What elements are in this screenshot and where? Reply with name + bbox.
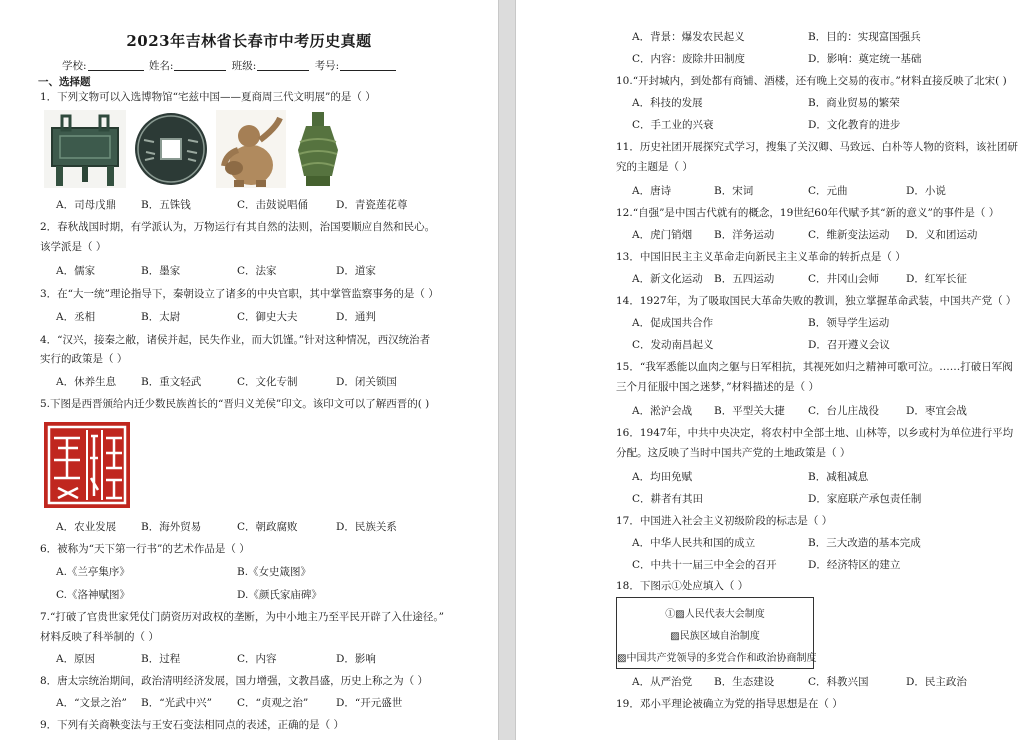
q9-option-a[interactable]: A．背景：爆发农民起义 — [632, 31, 745, 43]
question-16-line-1: 16．1947年，中共中央决定，将农村中全部土地、山林等，以乡或村为单位进行平均 — [616, 427, 1014, 439]
q4-option-a[interactable]: A．休养生息 — [56, 376, 117, 388]
q8-option-a[interactable]: A．“文景之治” — [56, 697, 127, 709]
q2-option-a[interactable]: A．儒家 — [56, 265, 96, 277]
question-11-line-2: 究的主题是（ ） — [616, 161, 693, 173]
q18-option-a[interactable]: A．从严治党 — [632, 676, 693, 688]
diagram-line-1: ①▨人民代表大会制度 — [665, 609, 765, 620]
q1-option-c[interactable]: C．击鼓说唱俑 — [237, 199, 309, 211]
q4-option-b[interactable]: B．重文轻武 — [141, 376, 202, 388]
school-label: 学校: — [62, 60, 87, 72]
q11-option-a[interactable]: A．唐诗 — [632, 185, 672, 197]
q5-option-a[interactable]: A．农业发展 — [56, 521, 117, 533]
question-8: 8．唐太宗统治期间，政治清明经济发展，国力增强，文教昌盛，历史上称之为（ ） — [40, 675, 429, 687]
q18-diagram-box — [616, 597, 817, 669]
q18-option-c[interactable]: C．科教兴国 — [808, 676, 869, 688]
question-15-line-2: 三个月征服中国之迷梦，”材料描述的是（ ） — [616, 381, 819, 393]
q9-option-b[interactable]: B．目的：实现富国强兵 — [808, 31, 921, 43]
question-17: 17．中国进入社会主义初级阶段的标志是（ ） — [616, 515, 833, 527]
q10-option-a[interactable]: A．科技的发展 — [632, 97, 703, 109]
q17-option-b[interactable]: B．三大改造的基本完成 — [808, 537, 921, 549]
q1-option-b[interactable]: B．五铢钱 — [141, 199, 191, 211]
q6-option-d[interactable]: D.《颜氏家庙碑》 — [237, 589, 322, 601]
q15-option-c[interactable]: C．台儿庄战役 — [808, 405, 880, 417]
section-heading: 一、选择题 — [38, 76, 91, 88]
question-6: 6．被称为“天下第一行书”的艺术作品是（ ） — [40, 543, 250, 555]
question-14: 14．1927年，为了吸取国民大革命失败的教训，独立掌握革命武装，中国共产党（ ） — [616, 295, 1017, 307]
question-9: 9．下列有关商鞅变法与王安石变法相同点的表述，正确的是（ ） — [40, 719, 345, 731]
q1-option-a[interactable]: A．司母戊鼎 — [56, 199, 117, 211]
q13-option-b[interactable]: B．五四运动 — [714, 273, 775, 285]
q7-option-b[interactable]: B．过程 — [141, 653, 181, 665]
q13-option-a[interactable]: A．新文化运动 — [632, 273, 703, 285]
q7-option-d[interactable]: D．影响 — [336, 653, 376, 665]
question-3: 3．在“大一统”理论指导下，秦朝设立了诸多的中央官职，其中掌管监察事务的是（ ） — [40, 288, 439, 300]
name-label: 姓名: — [148, 60, 174, 72]
question-4-line-2: 实行的政策是（ ） — [40, 353, 128, 365]
artifact-ding-image — [44, 110, 126, 188]
question-15-line-1: 15．“我军悉能以血肉之躯与日军相抗，其视死如归之精神可歌可泣。……打破日军阀 — [616, 361, 1013, 373]
q3-option-b[interactable]: B．太尉 — [141, 311, 181, 323]
q15-option-d[interactable]: D．枣宜会战 — [906, 405, 967, 417]
q12-option-b[interactable]: B．洋务运动 — [714, 229, 775, 241]
q17-option-a[interactable]: A．中华人民共和国的成立 — [632, 537, 756, 549]
question-16-line-2: 分配。这反映了当时中国共产党的土地政策是（ ） — [616, 447, 851, 459]
question-13: 13．中国旧民主主义革命走向新民主主义革命的转折点是（ ） — [616, 251, 906, 263]
q2-option-c[interactable]: C．法家 — [237, 265, 277, 277]
q10-option-d[interactable]: D．文化教育的进步 — [808, 119, 901, 131]
name-field[interactable] — [174, 60, 226, 71]
q5-option-c[interactable]: C．朝政腐败 — [237, 521, 298, 533]
q3-option-c[interactable]: C．御史大夫 — [237, 311, 298, 323]
q9-option-c[interactable]: C．内容：废除井田制度 — [632, 53, 746, 65]
q8-option-b[interactable]: B．“光武中兴” — [141, 697, 212, 709]
q15-option-b[interactable]: B．平型关大捷 — [714, 405, 785, 417]
q9-option-d[interactable]: D．影响：奠定统一基础 — [808, 53, 922, 65]
diagram-line-2: ▨民族区域自治制度 — [670, 631, 760, 642]
exam-no-field[interactable] — [340, 60, 396, 71]
q4-option-d[interactable]: D．闭关锁国 — [336, 376, 397, 388]
q16-option-b[interactable]: B．减租减息 — [808, 471, 869, 483]
diagram-line-3: ▨中国共产党领导的多党合作和政治协商制度 — [617, 653, 817, 664]
q2-option-b[interactable]: B．墨家 — [141, 265, 181, 277]
question-19: 19．邓小平理论被确立为党的指导思想是在（ ） — [616, 698, 843, 710]
q11-option-d[interactable]: D．小说 — [906, 185, 946, 197]
q12-option-d[interactable]: D．义和团运动 — [906, 229, 978, 241]
q7-option-a[interactable]: A．原因 — [56, 653, 96, 665]
question-4-line-1: 4．“汉兴，接秦之敝，诸侯并起，民失作业，而大饥馑。”针对这种情况，西汉统治者 — [40, 334, 431, 346]
exam-no-label: 考号: — [314, 60, 340, 72]
question-1: 1．下列文物可以入选博物馆“宅兹中国——夏商周三代文明展”的是（ ） — [40, 91, 376, 103]
q18-option-d[interactable]: D．民主政治 — [906, 676, 967, 688]
q3-option-d[interactable]: D．通判 — [336, 311, 376, 323]
q18-option-b[interactable]: B．生态建设 — [714, 676, 775, 688]
q13-option-c[interactable]: C．井冈山会师 — [808, 273, 880, 285]
question-7-line-1: 7.“打破了官贵世家凭仗门荫资历对政权的垄断，为中小地主乃至平民开辟了入仕途径。” — [40, 611, 445, 623]
question-5: 5.下图是西晋颁给内迁少数民族酋长的“晋归义羌侯”印文。该印文可以了解西晋的( ) — [40, 398, 430, 410]
q14-option-c[interactable]: C．发动南昌起义 — [632, 339, 714, 351]
q17-option-d[interactable]: D．经济特区的建立 — [808, 559, 901, 571]
q11-option-b[interactable]: B．宋词 — [714, 185, 754, 197]
left-page[interactable] — [0, 0, 498, 740]
q15-option-a[interactable]: A．淞沪会战 — [632, 405, 693, 417]
q10-option-c[interactable]: C．手工业的兴衰 — [632, 119, 714, 131]
q4-option-c[interactable]: C．文化专制 — [237, 376, 298, 388]
q17-option-c[interactable]: C．中共十一届三中全会的召开 — [632, 559, 777, 571]
q6-option-c[interactable]: C.《洛神赋图》 — [56, 589, 130, 601]
q12-option-a[interactable]: A．虎门销烟 — [632, 229, 693, 241]
artifact-figurine-image — [216, 110, 286, 188]
question-2-line-1: 2．春秋战国时期，有学派认为，万物运行有其自然的法则，治国要顺应自然和民心。 — [40, 221, 436, 233]
q16-option-a[interactable]: A．均田免赋 — [632, 471, 693, 483]
q13-option-d[interactable]: D．红军长征 — [906, 273, 967, 285]
exam-title: 2023年吉林省长春市中考历史真题 — [126, 32, 372, 50]
q16-option-c[interactable]: C．耕者有其田 — [632, 493, 704, 505]
q10-option-b[interactable]: B．商业贸易的繁荣 — [808, 97, 900, 109]
student-info-line — [62, 58, 398, 73]
q12-option-c[interactable]: C．维新变法运动 — [808, 229, 890, 241]
q7-option-c[interactable]: C．内容 — [237, 653, 277, 665]
question-11-line-1: 11．历史社团开展探究式学习，搜集了关汉卿、马致远、白朴等人物的资料，该社团研 — [616, 141, 1018, 153]
school-field[interactable] — [88, 60, 144, 71]
q6-option-b[interactable]: B.《女史箴图》 — [237, 566, 312, 578]
question-7-line-2: 材料反映了科举制的（ ） — [40, 631, 159, 643]
q2-option-d[interactable]: D．道家 — [336, 265, 376, 277]
artifact-coin-image — [130, 110, 212, 188]
q16-option-d[interactable]: D．家庭联产承包责任制 — [808, 493, 922, 505]
q5-option-b[interactable]: B．海外贸易 — [141, 521, 202, 533]
q8-option-d[interactable]: D．“开元盛世 — [336, 697, 403, 709]
q3-option-a[interactable]: A．丞相 — [56, 311, 96, 323]
page-gutter — [498, 0, 516, 740]
question-18: 18．下图示①处应填入（ ） — [616, 580, 749, 592]
q14-option-d[interactable]: D．召开遵义会议 — [808, 339, 890, 351]
class-label: 班级: — [231, 60, 257, 72]
class-field[interactable] — [257, 60, 309, 71]
seal-image — [40, 418, 134, 512]
q14-option-a[interactable]: A．促成国共合作 — [632, 317, 714, 329]
q6-option-a[interactable]: A.《兰亭集序》 — [56, 566, 130, 578]
q14-option-b[interactable]: B．领导学生运动 — [808, 317, 890, 329]
q11-option-c[interactable]: C．元曲 — [808, 185, 848, 197]
q5-option-d[interactable]: D．民族关系 — [336, 521, 397, 533]
question-2-line-2: 该学派是（ ） — [40, 241, 107, 253]
q1-option-d[interactable]: D．青瓷莲花尊 — [336, 199, 408, 211]
q8-option-c[interactable]: C．“贞观之治” — [237, 697, 309, 709]
question-12: 12.“自强”是中国古代就有的概念，19世纪60年代赋予其“新的意义”的事件是（ ） — [616, 207, 1000, 219]
artifact-vase-image — [288, 110, 348, 188]
question-10: 10.“开封城内，到处都有商铺、酒楼，还有晚上交易的夜市。”材料直接反映了北宋( ) — [616, 75, 1007, 87]
